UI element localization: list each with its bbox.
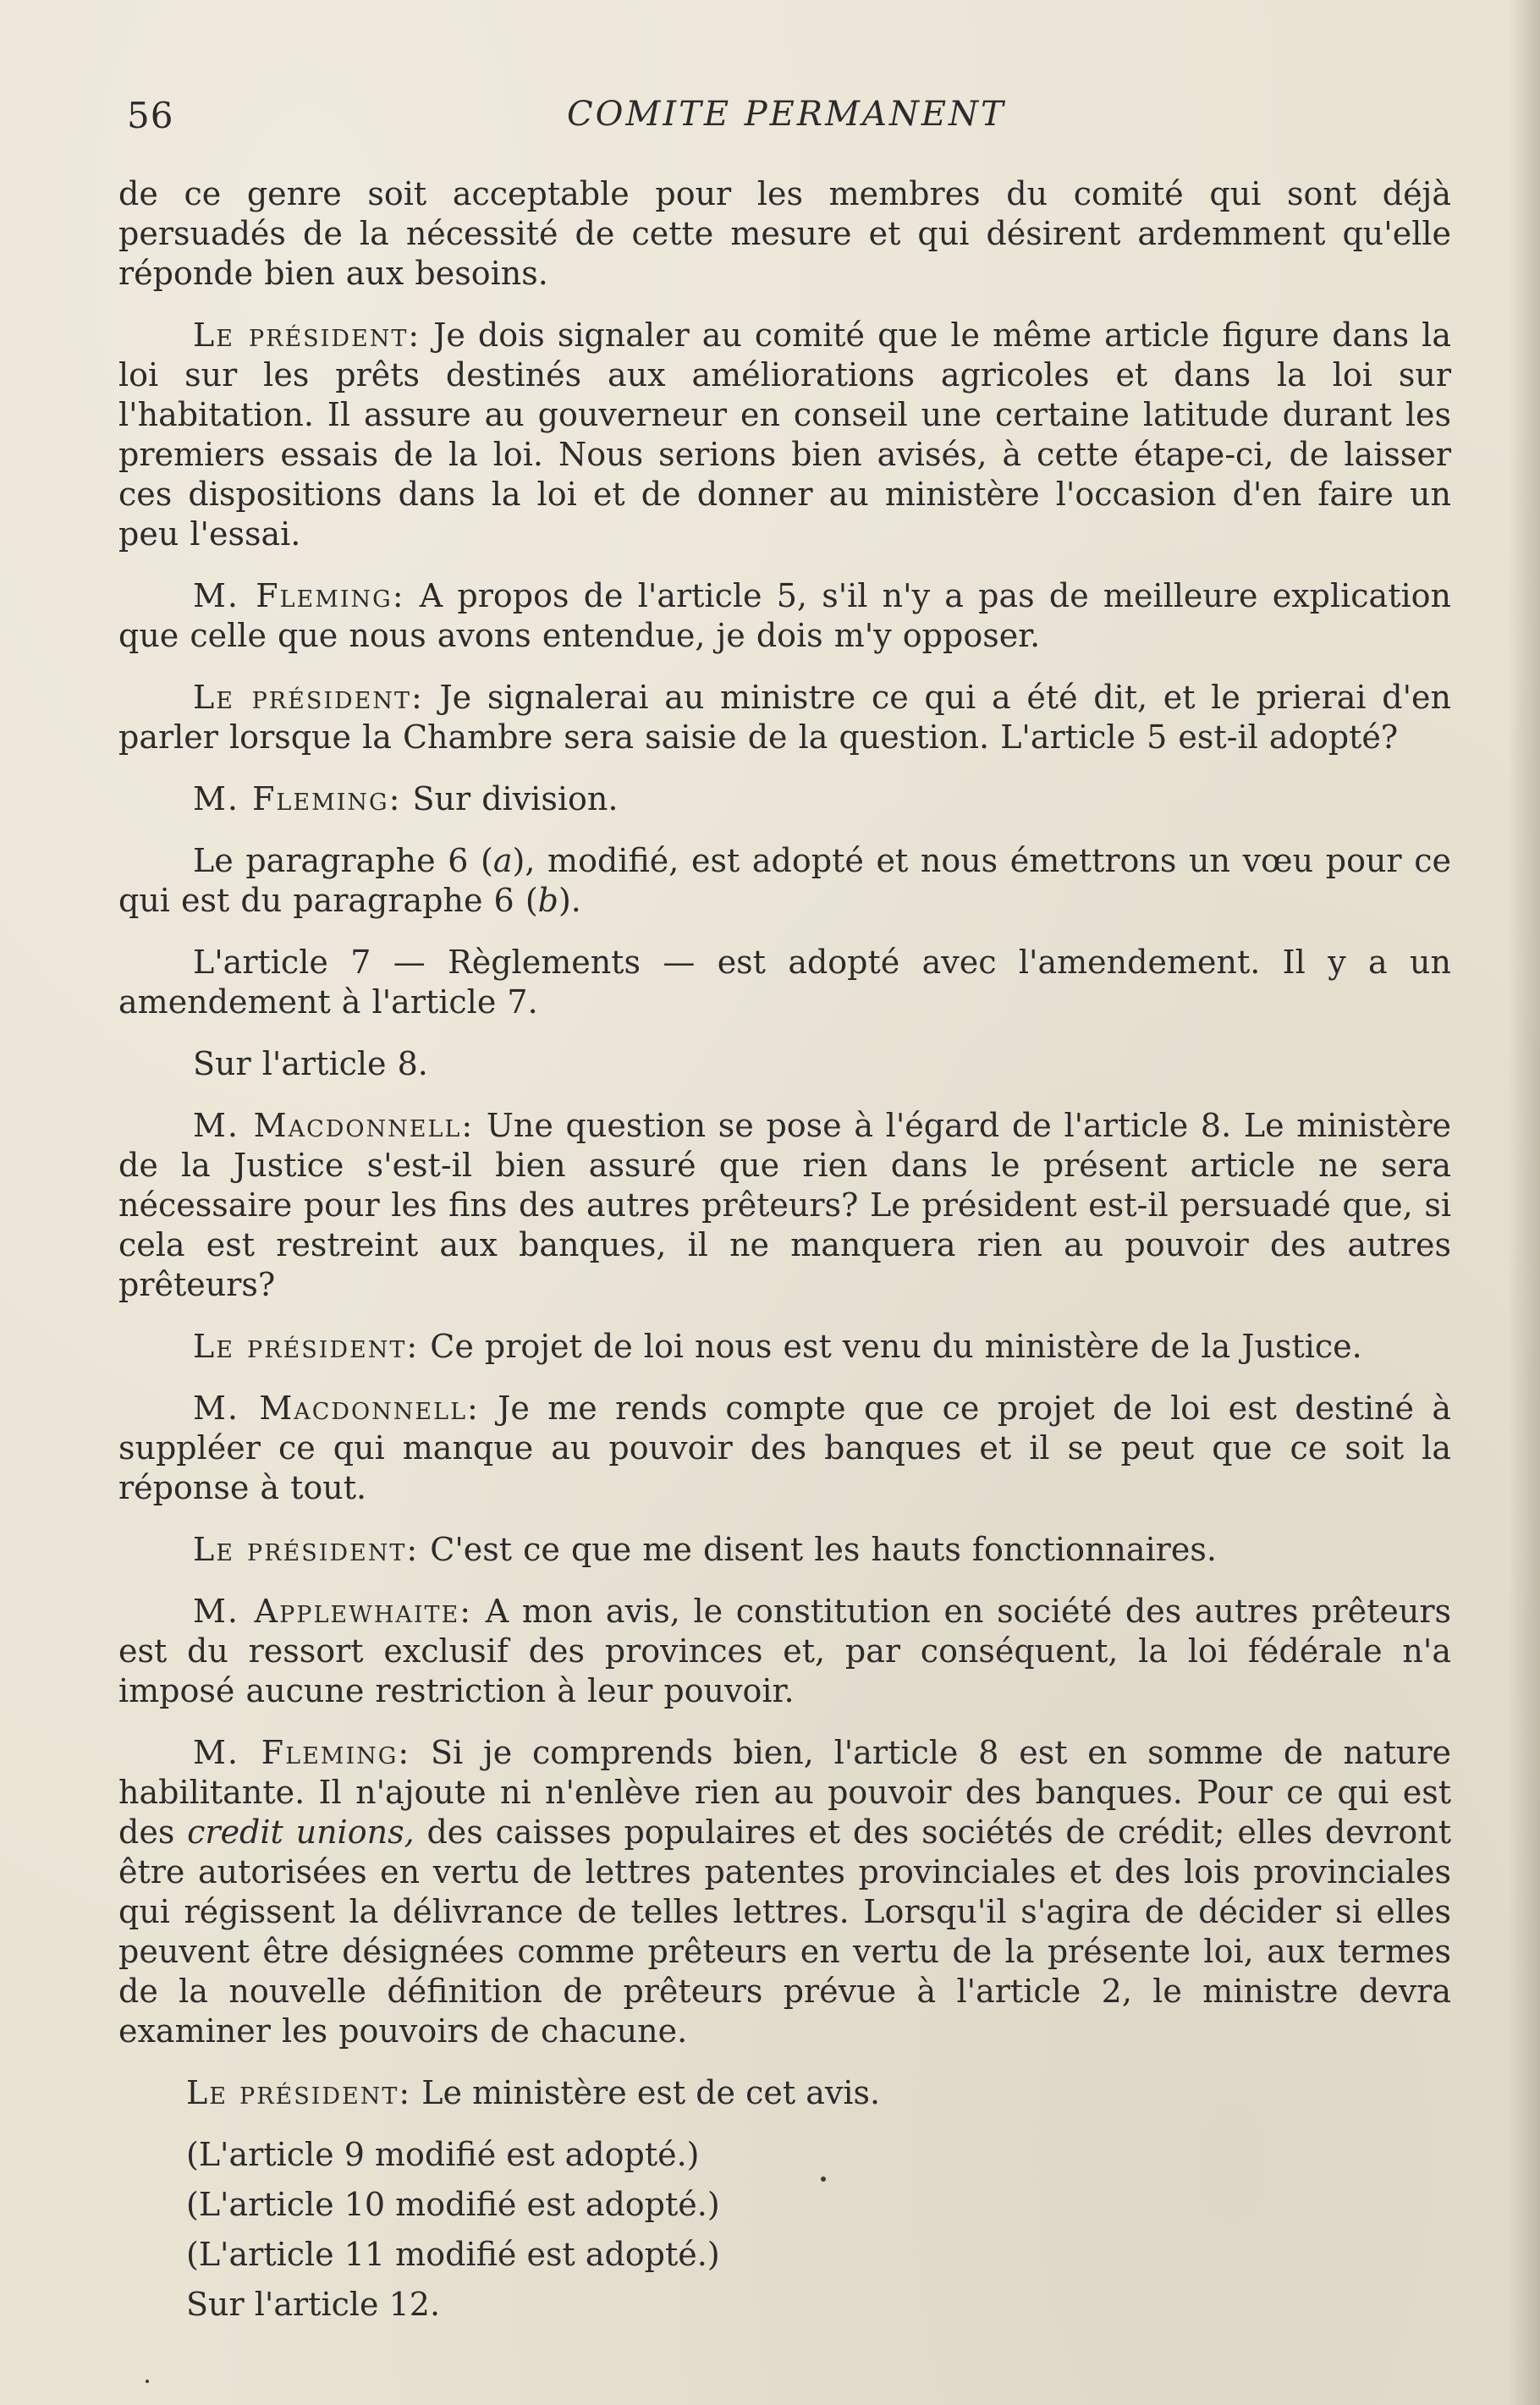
speech-text: Je dois signaler au comité que le même article figure dans la loi sur les prêts destinés aux améliorations agricoles et dans la loi sur l'habitation. Il assure au gouverneur en conseil une certaine latitude durant les premiers essais de la loi. Nous serions bien avisés, à cette étape-ci, de laisser ces dispositions dans la loi et de donner au ministère l'occasion d'en faire un peu l'essai. bbox=[118, 316, 1451, 553]
speaker-name: M. Fleming: bbox=[193, 1734, 411, 1771]
ink-speck bbox=[146, 2380, 149, 2383]
speaker-name: Le président: bbox=[186, 2074, 412, 2111]
paragraph-speech bbox=[118, 316, 1451, 554]
paragraph-text: Sur l'article 8. bbox=[193, 1045, 428, 1082]
speaker-name: Le président: bbox=[193, 316, 421, 354]
paragraph-italic: a bbox=[492, 842, 513, 879]
speaker-name: Le président: bbox=[193, 1328, 420, 1365]
speech-text: Je me rends compte que ce projet de loi est destiné à suppléer ce qui manque au pouvoir des banques et il se peut que ce soit la réponse à tout. bbox=[118, 1390, 1451, 1506]
paragraph-speech bbox=[118, 1592, 1451, 1711]
adoption-text: (L'article 11 modifié est adopté.) bbox=[186, 2236, 720, 2273]
speech-text: des caisses populaires et des sociétés de crédit; elles devront être autorisées en vertu de lettres patentes provinciales et des lois provinciales qui régissent la délivrance de telles lettres. Lorsqu'il s'agira de décider si elles peuvent être désignées comme prêteurs en vertu de la présente loi, aux termes de la nouvelle définition de prêteurs prévue à l'article 2, le ministre devra examiner les pouvoirs de chacune. bbox=[118, 1813, 1451, 2050]
paragraph-speech bbox=[118, 2073, 1451, 2113]
paragraph-text-block bbox=[118, 841, 1451, 921]
adoption-text: (L'article 10 modifié est adopté.) bbox=[186, 2186, 720, 2223]
paragraph-text: Le paragraphe 6 ( bbox=[193, 842, 493, 879]
paragraph-speech bbox=[118, 1530, 1451, 1570]
speaker-name: M. Macdonnell: bbox=[193, 1107, 475, 1144]
running-title: COMITE PERMANENT bbox=[567, 95, 1006, 134]
speech-text: C'est ce que me disent les hauts fonctionnaires. bbox=[419, 1531, 1217, 1568]
page-edge-shadow bbox=[1508, 0, 1540, 2405]
paragraph-text-block bbox=[118, 943, 1451, 1022]
page-number: 56 bbox=[127, 95, 174, 136]
page-body bbox=[118, 174, 1451, 2347]
ink-speck bbox=[821, 2177, 826, 2182]
paragraph-speech bbox=[118, 576, 1451, 656]
paragraph-text: de ce genre soit acceptable pour les membres du comité qui sont déjà persuadés de la nécessité de cette mesure et qui désirent ardemment qu'elle réponde bien aux besoins. bbox=[118, 175, 1451, 292]
adoption-note bbox=[118, 2235, 1451, 2275]
speech-text: A mon avis, le constitution en société des autres prêteurs est du ressort exclusif des provinces et, par conséquent, la loi fédérale n'a imposé aucune restriction à leur pouvoir. bbox=[118, 1593, 1451, 1709]
speech-text: A propos de l'article 5, s'il n'y a pas de meilleure explication que celle que nous avons entendue, je dois m'y opposer. bbox=[118, 577, 1451, 654]
speech-text: Si je comprends bien, l'article 8 est en somme de nature habilitante. Il n'ajoute ni n'enlève rien au pouvoir des banques. Pour ce qui est des bbox=[118, 1734, 1451, 1851]
paragraph-speech bbox=[118, 1327, 1451, 1367]
paragraph-speech bbox=[118, 1106, 1451, 1305]
speech-text: Le ministère est de cet avis. bbox=[411, 2074, 881, 2111]
article-heading-line bbox=[118, 2285, 1451, 2325]
speaker-name: M. Macdonnell: bbox=[193, 1390, 480, 1427]
speech-text: Je signalerai au ministre ce qui a été dit, et le prierai d'en parler lorsque la Chambre sera saisie de la question. L'article 5 est-il adopté? bbox=[118, 679, 1451, 756]
speaker-name: M. Fleming: bbox=[193, 780, 402, 817]
speaker-name: Le président: bbox=[193, 1531, 420, 1568]
paragraph-speech bbox=[118, 1389, 1451, 1508]
adoption-note bbox=[118, 2185, 1451, 2225]
paragraph-text: ), modifié, est adopté et nous émettrons un vœu pour ce qui est du paragraphe 6 ( bbox=[118, 842, 1451, 919]
speech-text: Sur division. bbox=[401, 780, 619, 817]
page-header bbox=[127, 95, 1447, 146]
paragraph-speech bbox=[118, 1733, 1451, 2051]
paragraph-text-block bbox=[118, 1044, 1451, 1084]
paragraph-italic: b bbox=[537, 882, 558, 919]
paragraph-speech bbox=[118, 779, 1451, 819]
adoption-text: (L'article 9 modifié est adopté.) bbox=[186, 2136, 700, 2173]
speech-text: Une question se pose à l'égard de l'article 8. Le ministère de la Justice s'est-il bien assuré que rien dans le présent article ne sera nécessaire pour les fins des autres prêteurs? Le président est-il persuadé que, si cela est restreint aux banques, il ne manquera rien au pouvoir des autres prêteurs? bbox=[118, 1107, 1451, 1303]
speaker-name: M. Applewhaite: bbox=[193, 1593, 473, 1630]
adoption-note bbox=[118, 2135, 1451, 2175]
speaker-name: M. Fleming: bbox=[193, 577, 405, 614]
paragraph-continuation bbox=[118, 174, 1451, 294]
speech-text: Ce projet de loi nous est venu du ministère de la Justice. bbox=[419, 1328, 1362, 1365]
speaker-name: Le président: bbox=[193, 679, 424, 716]
paragraph-speech bbox=[118, 678, 1451, 757]
paragraph-text: L'article 7 — Règlements — est adopté avec l'amendement. Il y a un amendement à l'article 7. bbox=[118, 944, 1451, 1021]
speech-italic: credit unions, bbox=[187, 1813, 415, 1851]
paragraph-text: ). bbox=[558, 882, 581, 919]
paragraph-text: Sur l'article 12. bbox=[186, 2286, 441, 2323]
